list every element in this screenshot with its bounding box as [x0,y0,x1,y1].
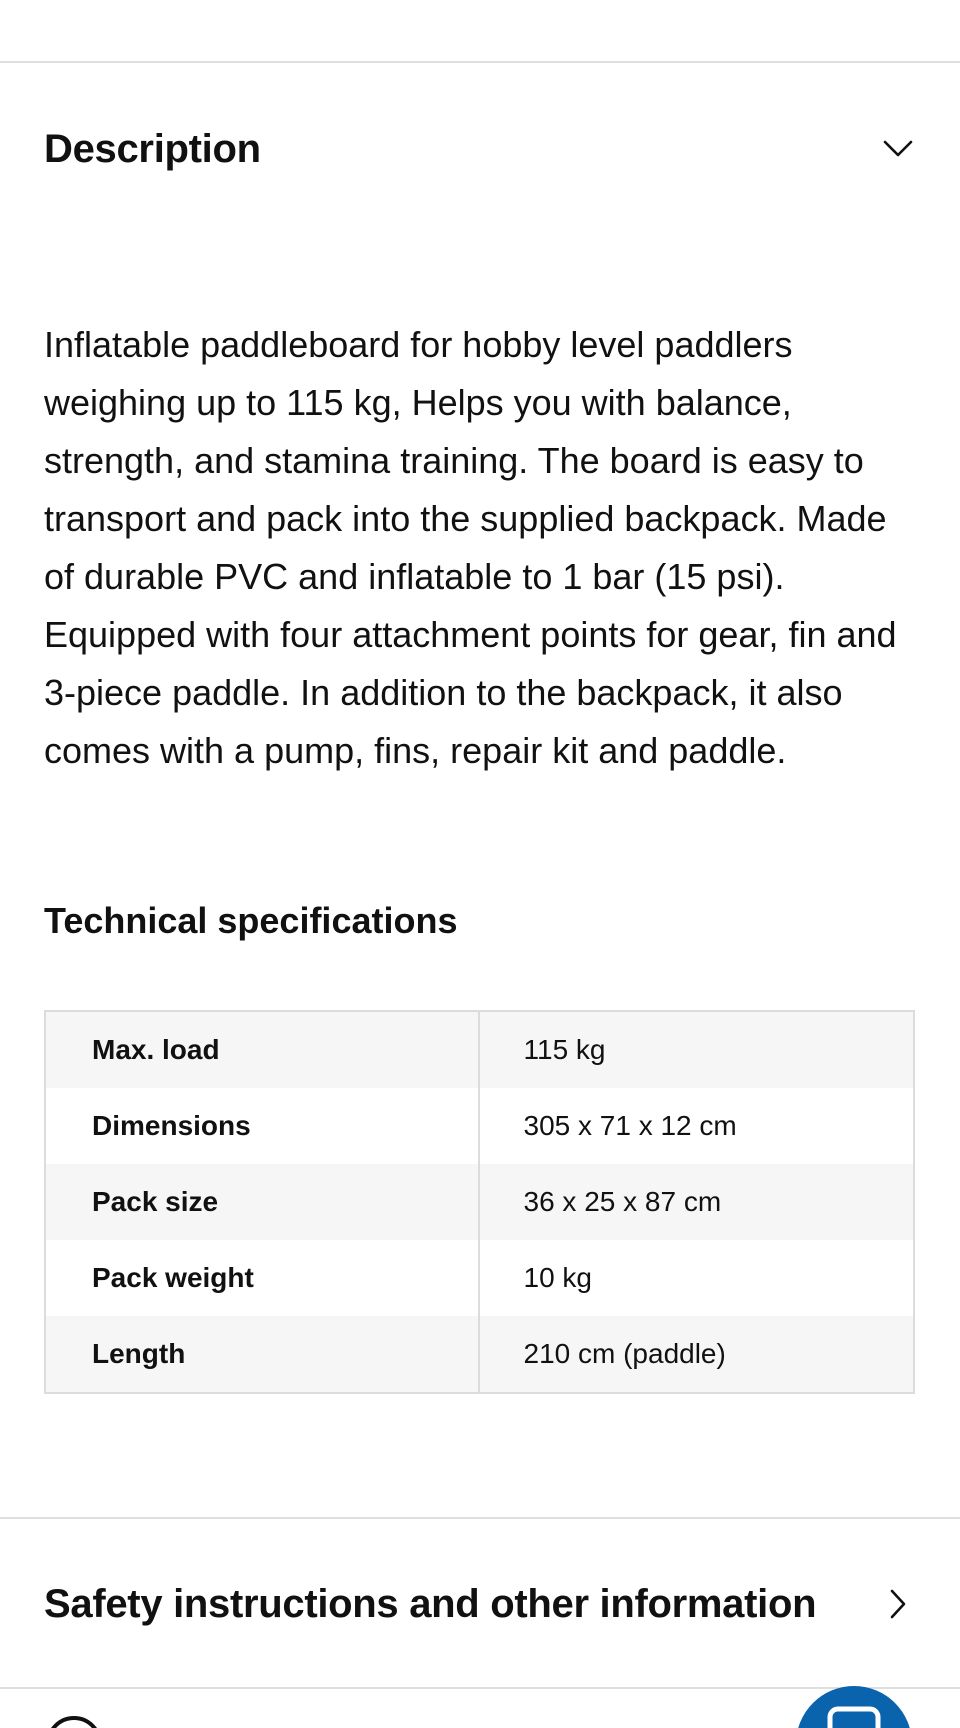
safety-top-divider [0,1517,960,1519]
spec-label: Length [46,1316,480,1392]
spec-value: 115 kg [523,1034,606,1065]
spec-label: Pack weight [46,1240,480,1316]
safety-title: Safety instructions and other information [44,1581,817,1626]
table-row [46,1240,913,1316]
top-divider [0,61,960,63]
description-title: Description [44,126,261,171]
spec-label: Max. load [46,1012,480,1088]
avatar[interactable] [46,1716,102,1728]
spec-value: 305 x 71 x 12 cm [523,1110,737,1141]
description-accordion-header[interactable] [44,118,916,180]
specifications-table [44,1010,915,1394]
table-row [46,1316,913,1392]
spec-label: Dimensions [46,1088,480,1164]
table-row [46,1012,913,1088]
spec-value: 210 cm (paddle) [523,1338,726,1369]
chat-button[interactable] [796,1686,912,1728]
description-text: Inflatable paddleboard for hobby level paddlers weighing up to 115 kg, Helps you with balance, strength, and stamina training. The board is easy to transport and pack into the supplied backpack. Made of durable PVC and inflatable to 1 bar (15 psi). Equipped with four attachment points for gear, fin and 3-piece paddle. In addition to the backpack, it also comes with a pump, fins, repair kit and paddle. [44,324,897,771]
spec-value: 36 x 25 x 87 cm [523,1186,722,1217]
chevron-down-icon[interactable] [880,131,916,167]
technical-specifications-title: Technical specifications [44,900,458,941]
table-row [46,1164,913,1240]
spec-label: Pack size [46,1164,480,1240]
safety-instructions-link[interactable] [44,1576,916,1632]
chevron-right-icon[interactable] [880,1586,916,1622]
safety-bottom-divider [0,1687,960,1689]
spec-value: 10 kg [523,1262,592,1293]
table-row [46,1088,913,1164]
chat-icon [827,1706,881,1728]
